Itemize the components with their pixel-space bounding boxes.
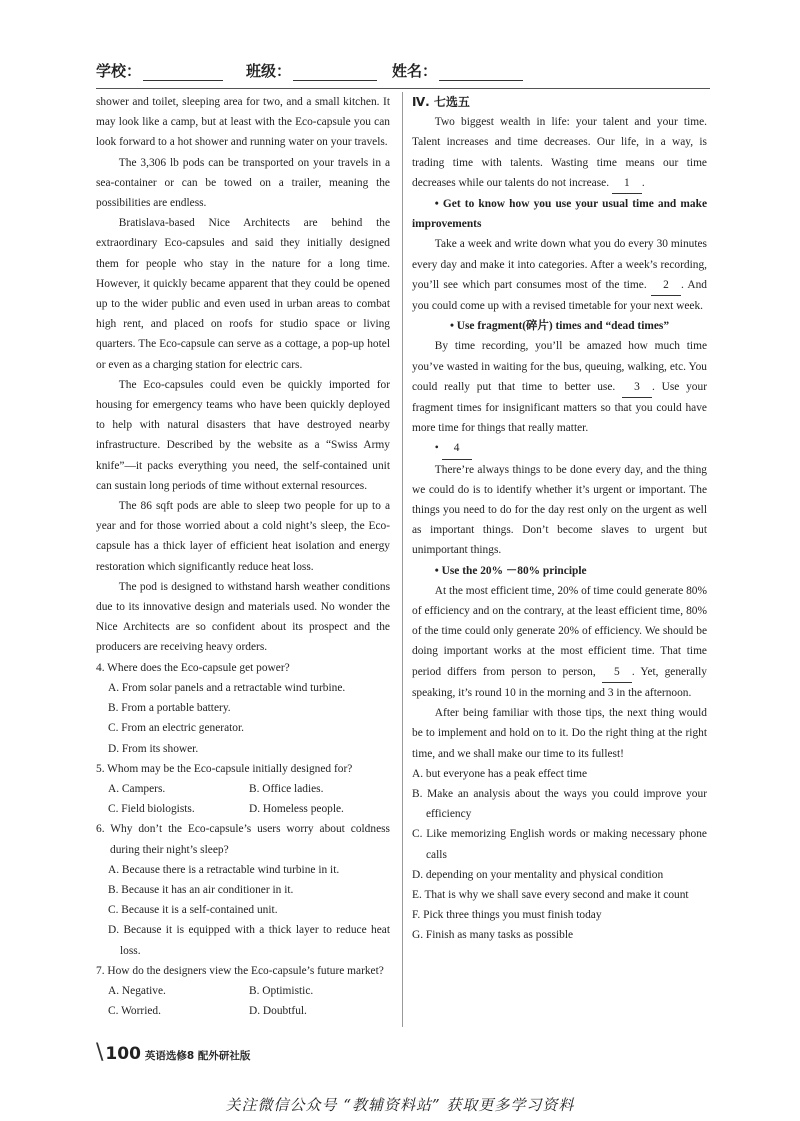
page-number: 100 [105,1044,141,1064]
left-para-3: Bratislava-based Nice Architects are behind the extraordinary Eco-capsules and said they initially designed them for people who stay in the nature for a long time. However, it quickly became apparent that they could be opened up to the wider public and even used in urban areas to combat high rent, and placed on roofs for studio space or living quarters. The Eco-capsule can serve as a cottage, a pop-up hotel or even as a charging station for electric cars. [96,217,390,371]
choice-c: C. Like memorizing English words or making necessary phone calls [412,828,707,861]
q7-option-c: C. Worried. [108,1005,161,1018]
q7-option-a: A. Negative. [108,984,166,997]
right-para-1: Two biggest wealth in life: your talent and your time. Talent increases and time decreases. Our life, in a way, is trading time with talents. Wasting time means our time decreases while our talents do not increase. 1 . [412,112,707,194]
right-para-5-text-b: . Yet, generally speaking, it’s round 10 in the morning and 3 in the afternoon. [412,665,707,699]
q7-option-d: D. Doubtful. [249,1005,307,1018]
q4-option-d: D. From its shower. [108,742,199,755]
q6-option-b: B. Because it has an air conditioner in it. [108,883,294,896]
q4-option-b: B. From a portable battery. [108,702,231,715]
q4-option-c: C. From an electric generator. [108,722,245,735]
q7-options-row-1 [96,981,390,1001]
q5-option-b: B. Office ladies. [249,782,324,795]
name-field [392,60,523,81]
right-para-2 [412,234,707,316]
q7-options-row-2 [96,1001,390,1021]
right-para-3-text-a: By time recording, you’ll be amazed how much time you’ve wasted in waiting for the bus, queuing, walking, etc. You could really put that time to better use. [412,340,707,393]
q4-option-a: A. From solar panels and a retractable wind turbine. [108,681,346,694]
heading-2: • Use fragment(碎片) times and “dead times” [449,320,670,333]
section-title: Ⅳ. 七选五 [412,95,470,109]
q7-option-b: B. Optimistic. [249,984,314,997]
blank-5: 5 [602,662,632,683]
blank-4: 4 [442,438,472,459]
right-para-3 [412,336,707,438]
right-para-3-text-b: . Use your fragment times for insignificant matters so that you could have more time for things that really matter. [412,380,707,435]
right-para-6: After being familiar with those tips, the next thing would be to implement and hold on to it. Do the right thing at the right time, and we shall make our time to its fullest! [412,707,707,760]
heading-1: • Get to know how you use your usual time and make improvements [412,198,707,231]
question-6: 6. Why don’t the Eco-capsule’s users worry about coldness during their night’s sleep? [96,823,390,856]
question-7: 7. How do the designers view the Eco-capsule’s future market? [96,964,384,977]
question-4: 4. Where does the Eco-capsule get power? [96,661,290,674]
q5-options-row-1 [96,779,390,799]
left-para-5: The 86 sqft pods are able to sleep two people for up to a year and for those worried about a cold night’s sleep, the Eco-capsule has a thick layer of efficient heat isolation and energy restoration which significantly reduce heat loss. [96,500,390,573]
choice-b: B. Make an analysis about the ways you could improve your efficiency [412,787,707,821]
choice-a: A. but everyone has a peak effect time [412,767,588,780]
right-para-2-text-a: Take a week and write down what you do every 30 minutes every day and make it into categories. After a week’s recording, you’ll see which part consumes most of the time. [412,238,707,291]
choice-f: F. Pick three things you must finish today [412,909,602,922]
right-column [412,92,707,946]
footer-slash-decoration: \ [96,1040,104,1065]
right-para-5 [412,581,707,703]
footer [96,1040,250,1065]
choice-g: G. Finish as many tasks as possible [412,929,574,942]
q5-option-c: C. Field biologists. [108,803,195,816]
q5-option-a: A. Campers. [108,782,166,795]
book-title: 英语选修8 配外研社版 [144,1050,251,1062]
left-para-6: The pod is designed to withstand harsh weather conditions due to its innovative design and materials used. No wonder the Nice Architects are so confident about its prospect and the producers are receiving heavy orders. [96,580,390,654]
left-para-4: The Eco-capsules could even be quickly imported for housing for emergency teams who have been quickly deployed to help with natural disasters that have destroyed nearby infrastructure. Described by the website as a “Swiss Army knife”—it packs everything you need, the self-contained unit can sustain long periods of time without external resources. [96,378,390,492]
heading-blank-4: • 4 [412,438,707,459]
right-para-1-text: Two biggest wealth in life: your talent and your time. Talent increases and time decreases. Our life, in a way, is trading time with talents. Wasting time means our time decreases while our talents do not increase. [412,116,707,189]
class-field [246,60,377,81]
header-rule [96,88,710,89]
q6-option-a: A. Because there is a retractable wind turbine in it. [108,863,340,876]
left-para-1: shower and toilet, sleeping area for two, and a small kitchen. It may look like a camp, but at least with the Eco-capsule you can look forward to a hot shower and running water on your travels. [96,96,390,149]
school-label: 学校： [96,62,142,80]
class-label: 班级： [246,62,292,80]
question-5: 5. Whom may be the Eco-capsule initially designed for? [96,762,353,775]
blank-3: 3 [622,377,652,398]
heading-3: • Use the 20% －80% principle [434,564,587,577]
left-column [96,92,390,1021]
column-divider [402,92,403,1027]
q6-option-d: D. Because it is equipped with a thick layer to reduce heat loss. [108,924,390,957]
right-para-2-text-b: . And you could come up with a revised timetable for your next week. [412,278,708,313]
q6-option-c: C. Because it is a self-contained unit. [108,904,278,917]
right-para-5-text-a: At the most efficient time, 20% of time could generate 80% of efficiency and on the contrary, at the least efficient time, 80% of the time could only generate 20% of efficiency. We should be doing important works at the most efficient time. That time period differs from person to person, [412,584,707,678]
blank-2: 2 [651,275,681,296]
watermark: 关注微信公众号 “教辅资料站” 获取更多学习资料 [225,1096,575,1114]
choice-d: D. depending on your mentality and physical condition [412,868,664,881]
q5-option-d: D. Homeless people. [249,803,344,816]
q5-options-row-2 [96,799,390,819]
name-label: 姓名： [392,62,438,80]
choice-e: E. That is why we shall save every second and make it count [412,888,689,901]
header [96,60,710,90]
right-para-4: There’re always things to be done every day, and the thing we could do is to identify whether it’s urgent or important. The things you need to do for the day rest only on the urgent as well as important things. Don’t become slaves to urgent but unimportant things. [412,463,707,557]
left-para-2: The 3,306 lb pods can be transported on your travels in a sea-container or can be towed on a trailer, meaning the possibilities are endless. [96,156,390,210]
school-field [96,60,223,81]
blank-1: 1 [612,173,642,194]
